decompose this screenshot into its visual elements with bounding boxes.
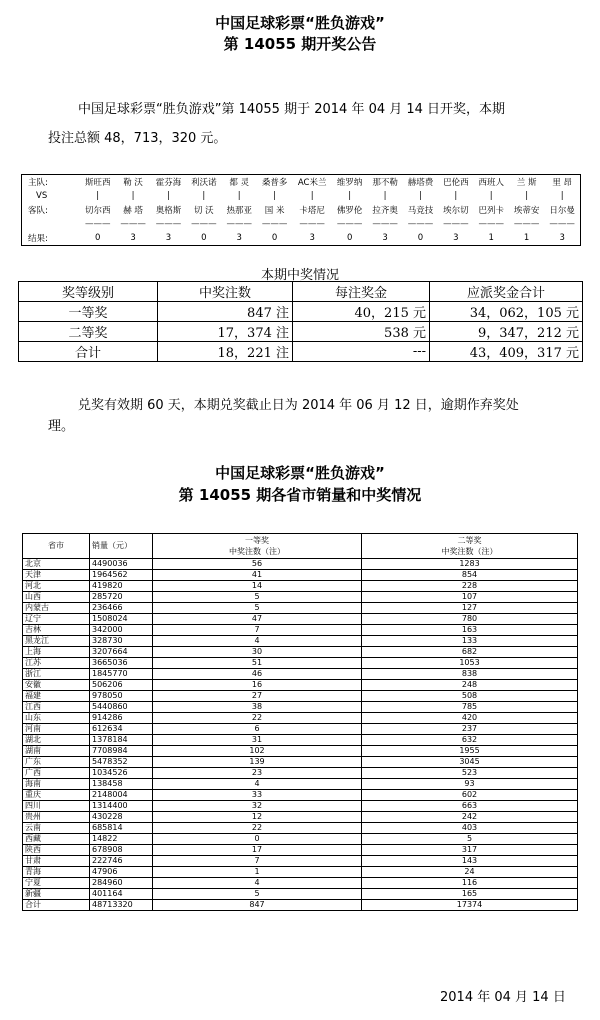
sales-second-count: 17374 [362,900,578,911]
match-vs-mark: | [131,191,135,201]
sales-row [23,768,578,779]
sales-row [23,746,578,757]
match-result: 3 [559,233,565,243]
sales-second-count: 602 [362,790,578,801]
sales-first-count: 5 [153,603,362,614]
sales-first-count: 4 [153,878,362,889]
sales-amount: 3207664 [90,647,153,658]
sales-first-count: 4 [153,779,362,790]
match-divider: ——— [407,219,434,229]
match-result: 3 [309,233,315,243]
sales-amount: 1034526 [90,768,153,779]
sales-second-count: 5 [362,834,578,845]
dash-row [22,217,581,231]
sales-amount: 48713320 [90,900,153,911]
sales-second-count: 1053 [362,658,578,669]
sales-province: 浙江 [23,669,90,680]
match-divider: ——— [372,219,398,229]
prize-header-level: 奖等级别 [19,282,158,302]
match-divider: ——— [549,219,575,229]
prize-table [18,281,583,362]
sales-first-count: 30 [153,647,362,658]
match-away-team: 卡塔尼 [299,206,325,216]
sales-subtitle: 第 14055 期各省市销量和中奖情况 [178,486,422,504]
sales-first-count: 17 [153,845,362,856]
match-vs-mark: | [560,191,564,201]
match-result: 0 [271,233,278,243]
sales-amount: 612634 [90,724,153,735]
sales-row [23,669,578,680]
sales-province: 江苏 [23,658,90,669]
match-home-team: 巴伦西 [443,178,469,188]
sales-first-count: 51 [153,658,362,669]
sales-body [23,559,578,911]
match-away-team: 奥格斯 [155,206,182,216]
sales-row [23,867,578,878]
match-vs-mark: | [419,191,422,201]
match-away-team: 佛罗伦 [336,206,363,216]
sales-province: 广东 [23,757,90,768]
match-home-team: 兰 斯 [516,178,537,188]
prize-header-per: 每注奖金 [293,282,430,302]
sales-amount: 1508024 [90,614,153,625]
sales-second-count: 523 [362,768,578,779]
sales-amount: 419820 [90,581,153,592]
sales-amount: 222746 [90,856,153,867]
sales-second-count: 93 [362,779,578,790]
result-label: 结果: [28,234,48,244]
home-label: 主队: [28,178,48,188]
sales-province: 贵州 [23,812,90,823]
match-home-team: 斯旺西 [84,178,111,188]
sales-amount: 236466 [90,603,153,614]
sales-amount: 506206 [90,680,153,691]
sales-first-count: 32 [153,801,362,812]
sales-row [23,614,578,625]
sales-amount: 401164 [90,889,153,900]
vs-row [22,189,581,203]
prize-level: 二等奖 [19,322,158,342]
match-home-team: 那不勒 [372,178,398,188]
result-row [22,231,581,246]
prize-count: 847 注 [158,302,293,322]
sales-second-count: 143 [362,856,578,867]
sales-second-count: 116 [362,878,578,889]
notice-line-2: 理。 [48,419,75,434]
sales-row [23,724,578,735]
sales-amount: 7708984 [90,746,153,757]
match-vs-mark: | [310,191,314,201]
sales-header-second-title: 二等奖 [457,536,482,545]
sales-amount: 1845770 [90,669,153,680]
match-home-team: 里 昂 [552,178,573,188]
match-away-team: 日尔曼 [549,206,575,216]
match-vs-mark: | [167,191,170,201]
prize-row [19,302,583,322]
sales-second-count: 785 [362,702,578,713]
sales-row [23,647,578,658]
sales-second-count: 24 [362,867,578,878]
match-result: 3 [165,233,172,243]
sales-first-count: 31 [153,735,362,746]
match-away-team: 赫 塔 [123,206,143,216]
match-divider: ——— [84,219,111,229]
sales-row [23,636,578,647]
match-away-team: 切尔西 [84,206,111,216]
match-vs-mark: | [237,191,241,201]
sales-row [23,592,578,603]
sales-row [23,812,578,823]
sales-province: 广西 [23,768,90,779]
sales-first-count: 847 [153,900,362,911]
match-home-team: 桑普多 [261,178,288,188]
sales-amount: 685814 [90,823,153,834]
sales-province: 海南 [23,779,90,790]
match-away-team: 埃尔切 [443,206,469,216]
match-home-team: AC米兰 [297,178,327,188]
sales-second-count: 508 [362,691,578,702]
sales-amount: 5440860 [90,702,153,713]
away-label: 客队: [28,206,48,216]
sales-amount: 1314400 [90,801,153,812]
match-home-team: 维罗纳 [336,178,363,188]
sales-second-count: 242 [362,812,578,823]
match-vs-mark: | [525,191,529,201]
sales-first-count: 6 [153,724,362,735]
sales-row [23,625,578,636]
sales-amount: 914286 [90,713,153,724]
sales-first-count: 27 [153,691,362,702]
match-result: 0 [94,233,101,243]
sales-amount: 328730 [90,636,153,647]
sales-first-count: 22 [153,713,362,724]
sales-province: 重庆 [23,790,90,801]
match-vs-mark: | [383,191,387,201]
sales-province: 山西 [23,592,90,603]
match-result: 3 [236,233,242,243]
sales-table [22,533,578,911]
sales-row [23,581,578,592]
match-away-team: 热那亚 [226,206,252,216]
sales-amount: 1964562 [90,570,153,581]
prize-level: 合计 [19,342,158,362]
sales-province: 吉林 [23,625,90,636]
sales-row [23,680,578,691]
sales-province: 辽宁 [23,614,90,625]
match-vs-mark: | [273,191,277,201]
match-divider: ——— [478,219,504,229]
sales-second-count: 403 [362,823,578,834]
sales-first-count: 47 [153,614,362,625]
sales-row [23,658,578,669]
sales-first-count: 7 [153,625,362,636]
announcement-subtitle: 第 14055 期开奖公告 [223,35,377,53]
sales-province: 云南 [23,823,90,834]
sales-row [23,713,578,724]
sales-province: 西藏 [23,834,90,845]
match-table [21,174,581,246]
sales-amount: 5478352 [90,757,153,768]
sales-first-count: 56 [153,559,362,570]
sales-first-count: 5 [153,889,362,900]
sales-row [23,856,578,867]
match-away-team: 马竞技 [407,206,434,216]
sales-province: 黑龙江 [23,636,90,647]
match-result: 1 [523,233,530,243]
match-result: 0 [417,233,424,243]
sales-second-count: 420 [362,713,578,724]
sales-second-count: 3045 [362,757,578,768]
match-home-team: 赫塔费 [407,178,434,188]
sales-province: 河北 [23,581,90,592]
match-vs-mark: | [348,191,352,201]
match-home-team: 西班人 [478,178,504,188]
sales-second-count: 127 [362,603,578,614]
sales-row [23,735,578,746]
sales-amount: 285720 [90,592,153,603]
sales-first-count: 16 [153,680,362,691]
prize-row [19,322,583,342]
sales-province: 新疆 [23,889,90,900]
sales-amount: 284960 [90,878,153,889]
match-away-team: 巴列卡 [478,206,504,216]
sales-first-count: 46 [153,669,362,680]
sales-province: 陕西 [23,845,90,856]
match-vs-mark: | [454,191,458,201]
match-divider: ——— [513,219,540,229]
sales-first-count: 14 [153,581,362,592]
sales-province: 北京 [23,559,90,570]
sales-amount: 4490036 [90,559,153,570]
sales-amount: 342000 [90,625,153,636]
sales-row [23,603,578,614]
sales-amount: 430228 [90,812,153,823]
match-result: 1 [488,233,494,243]
sales-province: 上海 [23,647,90,658]
sales-row [23,790,578,801]
sales-second-count: 107 [362,592,578,603]
sales-header-first-title: 一等奖 [245,536,269,545]
sales-province: 天津 [23,570,90,581]
prize-per: --- [293,342,430,362]
sales-second-count: 163 [362,625,578,636]
sales-second-count: 1283 [362,559,578,570]
sales-amount: 14822 [90,834,153,845]
prize-level: 一等奖 [19,302,158,322]
sales-amount: 47906 [90,867,153,878]
vs-label: VS [36,191,48,201]
match-vs-mark: | [96,191,100,201]
sales-second-count: 780 [362,614,578,625]
match-divider: ——— [155,219,182,229]
sales-first-count: 4 [153,636,362,647]
sales-header-sales: 销量（元） [90,534,153,559]
sales-second-count: 1955 [362,746,578,757]
match-divider: ——— [443,219,469,229]
match-away-team: 切 沃 [193,206,214,216]
sales-header-row [23,534,578,559]
sales-province: 湖南 [23,746,90,757]
sales-row [23,801,578,812]
sales-province: 内蒙古 [23,603,90,614]
sales-second-count: 838 [362,669,578,680]
sales-province: 四川 [23,801,90,812]
match-result: 3 [453,233,459,243]
sales-second-count: 682 [362,647,578,658]
match-away-team: 国 米 [264,206,285,216]
prize-per: 40，215 元 [293,302,430,322]
sales-amount: 1378184 [90,735,153,746]
sales-province: 湖北 [23,735,90,746]
sales-province: 安徽 [23,680,90,691]
intro-line-2: 投注总额 48，713，320 元。 [48,131,227,146]
sales-first-count: 5 [153,592,362,603]
intro-line-1: 中国足球彩票“胜负游戏”第 14055 期于 2014 年 04 月 14 日开奖，本期 [78,102,506,117]
prize-row [19,342,583,362]
sales-header-first [153,534,362,559]
sales-province: 青海 [23,867,90,878]
sales-header-second-sub: 中奖注数（注） [441,547,498,556]
sales-first-count: 12 [153,812,362,823]
prize-caption: 本期中奖情况 [260,268,339,283]
sales-row [23,878,578,889]
sales-second-count: 663 [362,801,578,812]
sales-province: 合计 [23,900,90,911]
sales-first-count: 33 [153,790,362,801]
sales-row [23,691,578,702]
sales-header-second [362,534,578,559]
sales-first-count: 38 [153,702,362,713]
prize-total: 34，062，105 元 [430,302,583,322]
sales-row [23,823,578,834]
sales-second-count: 854 [362,570,578,581]
footer-date: 2014 年 04 月 14 日 [440,990,566,1005]
sales-first-count: 102 [153,746,362,757]
sales-second-count: 237 [362,724,578,735]
match-vs-mark: | [202,191,206,201]
sales-province: 江西 [23,702,90,713]
match-home-team: 勒 沃 [123,178,143,188]
sales-first-count: 41 [153,570,362,581]
home-row [22,175,581,190]
sales-first-count: 23 [153,768,362,779]
sales-first-count: 1 [153,867,362,878]
sales-second-count: 632 [362,735,578,746]
sales-second-count: 248 [362,680,578,691]
match-home-team: 都 灵 [229,178,250,188]
sales-row [23,570,578,581]
announcement-title: 中国足球彩票“胜负游戏” [215,14,385,32]
sales-row [23,845,578,856]
match-home-team: 霍芬海 [155,178,182,188]
prize-count: 17，374 注 [158,322,293,342]
prize-total: 43，409，317 元 [430,342,583,362]
sales-second-count: 317 [362,845,578,856]
sales-first-count: 0 [153,834,362,845]
sales-amount: 2148004 [90,790,153,801]
match-divider: ——— [226,219,252,229]
sales-amount: 138458 [90,779,153,790]
sales-province: 福建 [23,691,90,702]
sales-row [23,834,578,845]
sales-row [23,559,578,570]
sales-province: 宁夏 [23,878,90,889]
sales-first-count: 22 [153,823,362,834]
sales-province: 山东 [23,713,90,724]
match-result: 0 [201,233,207,243]
sales-row [23,779,578,790]
sales-province: 甘肃 [23,856,90,867]
match-divider: ——— [191,219,217,229]
match-away-team: 拉齐奥 [372,206,398,216]
sales-row [23,900,578,911]
prize-header-total: 应派奖金合计 [430,282,583,302]
sales-title: 中国足球彩票“胜负游戏” [215,464,385,482]
sales-amount: 978050 [90,691,153,702]
sales-row [23,889,578,900]
notice-line-1: 兑奖有效期 60 天，本期兑奖截止日为 2014 年 06 月 12 日，逾期作弃奖处 [78,398,519,413]
away-row [22,203,581,217]
sales-row [23,702,578,713]
prize-header-row [19,282,583,302]
match-home-team: 利沃诺 [191,178,217,188]
match-divider: ——— [120,219,146,229]
match-divider: ——— [336,219,363,229]
sales-first-count: 139 [153,757,362,768]
sales-row [23,757,578,768]
sales-province: 河南 [23,724,90,735]
sales-amount: 678908 [90,845,153,856]
sales-first-count: 7 [153,856,362,867]
sales-amount: 3665036 [90,658,153,669]
prize-count: 18，221 注 [158,342,293,362]
match-result: 3 [130,233,136,243]
match-result: 3 [382,233,388,243]
prize-header-count: 中奖注数 [158,282,293,302]
sales-second-count: 165 [362,889,578,900]
match-divider: ——— [261,219,288,229]
sales-second-count: 133 [362,636,578,647]
match-away-team: 埃蒂安 [513,206,540,216]
match-divider: ——— [299,219,325,229]
match-result: 0 [346,233,353,243]
sales-second-count: 228 [362,581,578,592]
sales-header-first-sub: 中奖注数（注） [229,547,285,556]
match-vs-mark: | [489,191,493,201]
prize-per: 538 元 [293,322,430,342]
sales-header-province: 省市 [23,534,90,559]
prize-total: 9，347，212 元 [430,322,583,342]
